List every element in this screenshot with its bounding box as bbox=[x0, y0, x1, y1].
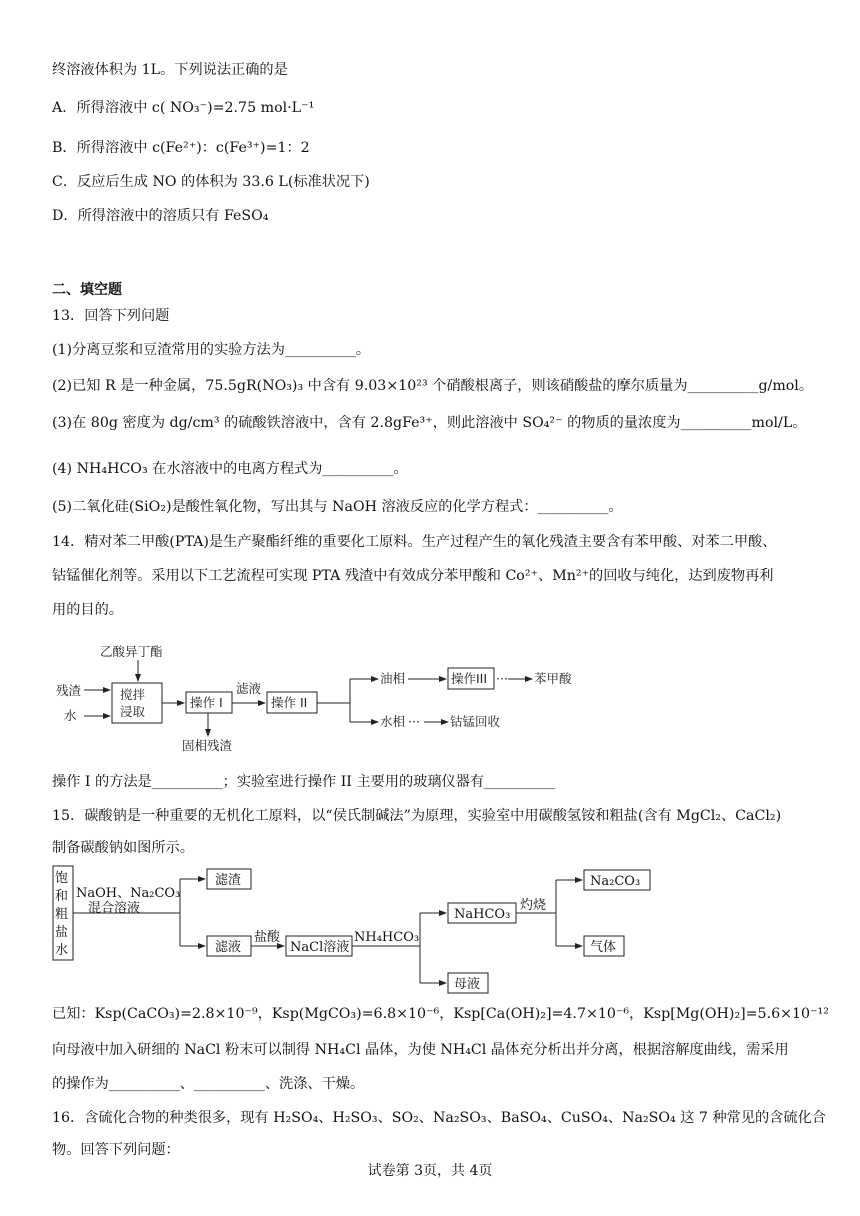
filtrate-label: 滤液 bbox=[215, 940, 242, 955]
q13-stem: 13．回答下列问题 bbox=[52, 308, 170, 324]
q14-stem-line-1: 14．精对苯二甲酸(PTA)是生产聚酯纤维的重要化工原料。生产过程产生的氧化残渣主要含有苯甲酸、对苯二甲酸、 bbox=[52, 534, 777, 550]
option-letter: C． bbox=[52, 174, 78, 190]
reagent-label: NaOH、Na₂CO₃ bbox=[76, 886, 181, 901]
q14-stem-line-2: 钴锰催化剂等。采用以下工艺流程可实现 PTA 残渣中有效成分苯甲酸和 Co²⁺、Mn²⁺的回收与纯化，达到废物再利 bbox=[52, 568, 774, 584]
q15-line-1: 向母液中加入研细的 NaCl 粉末可以制得 NH₄Cl 晶体，为使 NH₄Cl 晶体充分析出并分离，根据溶解度曲线，需采用 bbox=[52, 1042, 789, 1058]
nacl-solution-label: NaCl溶液 bbox=[290, 940, 350, 955]
brine-char: 盐 bbox=[55, 925, 69, 940]
dots-label: ··· bbox=[408, 714, 420, 729]
brine-char: 水 bbox=[55, 943, 69, 958]
q14-flow-diagram bbox=[56, 644, 572, 753]
brine-char: 饱 bbox=[55, 871, 69, 886]
oil-phase-label: 油相 bbox=[380, 671, 406, 686]
q13-item-3: (3)在 80g 密度为 dg/cm³ 的硫酸铁溶液中，含有 2.8gFe³⁺，则此溶液中 SO₄²⁻ 的物质的量浓度为__________mol/L。 bbox=[52, 415, 807, 431]
nh4hco3-label: NH₄HCO₃ bbox=[354, 930, 420, 945]
q15-line-2: 的操作为__________、__________、洗涤、干燥。 bbox=[52, 1076, 365, 1092]
q13-item-4: (4) NH₄HCO₃ 在水溶液中的电离方程式为__________。 bbox=[52, 461, 408, 477]
dots-label: ··· bbox=[496, 671, 508, 686]
calcine-label: 灼烧 bbox=[520, 898, 547, 913]
box-operation-2-label: 操作 II bbox=[271, 695, 308, 710]
box-operation-1-label: 操作 I bbox=[190, 695, 223, 710]
option-text: 所得溶液中 c( NO₃⁻)=2.75 mol·L⁻¹ bbox=[76, 100, 315, 116]
nahco3-label: NaHCO₃ bbox=[454, 907, 511, 922]
q13-item-5: (5)二氧化硅(SiO₂)是酸性氧化物，写出其与 NaOH 溶液反应的化学方程式：__________。 bbox=[52, 499, 623, 515]
residue-label: 滤渣 bbox=[215, 873, 242, 888]
box-stir-label: 搅拌 bbox=[120, 687, 146, 702]
option-letter: A． bbox=[52, 100, 77, 116]
section-title: 二、填空题 bbox=[52, 282, 122, 298]
input-residue-label: 残渣 bbox=[56, 683, 82, 698]
q15-known: 已知：Ksp(CaCO₃)=2.8×10⁻⁹，Ksp(MgCO₃)=6.8×10⁻⁶，Ksp[Ca(OH)₂]=4.7×10⁻⁶，Ksp[Mg(OH)₂]=5.6×10⁻¹² bbox=[52, 1006, 829, 1022]
q16-line-1: 16．含硫化合物的种类很多，现有 H₂SO₄、H₂SO₃、SO₂、Na₂SO₃、BaSO₄、CuSO₄、Na₂SO₄ 这 7 种常见的含硫化合 bbox=[52, 1110, 826, 1126]
option-text: 反应后生成 NO 的体积为 33.6 L(标准状况下) bbox=[77, 174, 370, 190]
q16-line-2: 物。回答下列问题： bbox=[52, 1142, 180, 1158]
solid-residue-label: 固相残渣 bbox=[182, 738, 233, 753]
box-leach-label: 浸取 bbox=[120, 704, 146, 719]
water-phase-label: 水相 bbox=[380, 714, 406, 729]
cobalt-manganese-label: 钴锰回收 bbox=[450, 714, 501, 729]
q13-item-1: (1)分离豆浆和豆渣常用的实验方法为__________。 bbox=[52, 342, 371, 358]
q15-flow-diagram bbox=[53, 866, 650, 993]
q15-stem-line-1: 15．碳酸钠是一种重要的无机化工原料，以“侯氏制碱法”为原理，实验室中用碳酸氢铵和粗盐(含有 MgCl₂、CaCl₂) bbox=[52, 808, 782, 824]
mother-liquor-label: 母液 bbox=[454, 977, 481, 992]
box-operation-3-label: 操作III bbox=[451, 671, 488, 686]
option-text: 所得溶液中 c(Fe²⁺)：c(Fe³⁺)=1：2 bbox=[76, 140, 310, 156]
solvent-label: 乙酸异丁酯 bbox=[100, 644, 163, 659]
reagent-label-2: 混合溶液 bbox=[88, 901, 141, 916]
option-letter: D． bbox=[52, 208, 78, 224]
option-letter: B． bbox=[52, 140, 77, 156]
brine-char: 粗 bbox=[55, 907, 69, 922]
filtrate-label: 滤液 bbox=[236, 681, 262, 696]
gas-label: 气体 bbox=[590, 940, 617, 955]
na2co3-label: Na₂CO₃ bbox=[590, 874, 641, 889]
option-text: 所得溶液中的溶质只有 FeSO₄ bbox=[77, 208, 269, 224]
q12-intro-tail: 终溶液体积为 1L。下列说法正确的是 bbox=[52, 62, 288, 78]
q13-item-2: (2)已知 R 是一种金属，75.5gR(NO₃)₃ 中含有 9.03×10²³ 个硝酸根离子，则该硝酸盐的摩尔质量为__________g/mol。 bbox=[52, 378, 814, 394]
benzoic-acid-label: 苯甲酸 bbox=[534, 671, 572, 686]
brine-char: 和 bbox=[55, 889, 69, 904]
q14-stem-line-3: 用的目的。 bbox=[52, 602, 123, 618]
q15-stem-line-2: 制备碳酸钠如图所示。 bbox=[52, 840, 194, 856]
input-water-label: 水 bbox=[64, 708, 77, 723]
page-footer: 试卷第 3页，共 4页 bbox=[367, 1163, 493, 1179]
hcl-label: 盐酸 bbox=[254, 930, 281, 945]
q14-question: 操作 I 的方法是__________；实验室进行操作 II 主要用的玻璃仪器有__________ bbox=[52, 774, 556, 790]
